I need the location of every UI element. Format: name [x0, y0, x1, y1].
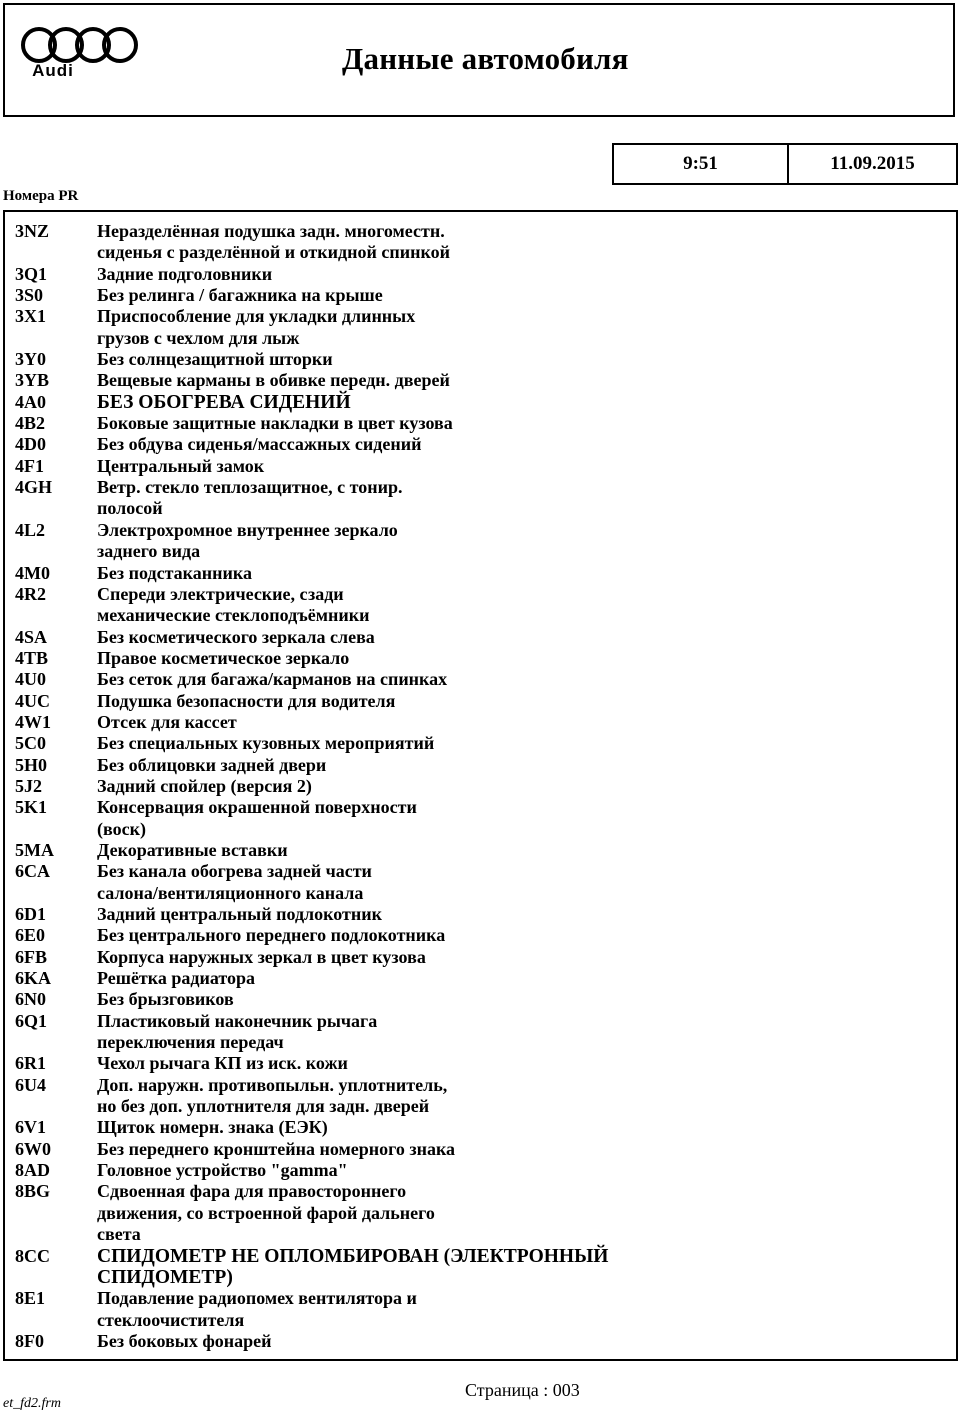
- pr-code: 4A0: [15, 391, 46, 412]
- list-item: [15, 989, 617, 1010]
- pr-code: 4TB: [15, 647, 49, 668]
- pr-description: Боковые защитные накладки в цвет кузова: [97, 413, 453, 434]
- pr-description: Центральный замок: [97, 455, 265, 476]
- pr-description: Без косметического зеркала слева: [97, 626, 375, 647]
- pr-description: Решётка радиатора: [97, 968, 256, 989]
- pr-code: 3YB: [15, 370, 50, 391]
- pr-description: БЕЗ ОБОГРЕВА СИДЕНИЙ: [97, 391, 351, 413]
- pr-code: 4M0: [15, 562, 50, 583]
- list-item: [15, 1075, 617, 1118]
- list-item: [15, 1011, 617, 1054]
- pr-code: 5MA: [15, 839, 54, 860]
- datetime-box: [612, 143, 958, 185]
- list-item: [15, 1139, 617, 1160]
- list-item: [15, 627, 617, 648]
- list-item: [15, 1331, 617, 1352]
- pr-description: Головное устройство "gamma": [97, 1160, 348, 1181]
- pr-code: 4F1: [15, 455, 44, 476]
- pr-description: Без обдува сиденья/массажных сидений: [97, 434, 422, 455]
- list-item: [15, 669, 617, 690]
- list-item: [15, 392, 617, 413]
- pr-description: Задние подголовники: [97, 263, 273, 284]
- pr-code: 6KA: [15, 968, 51, 989]
- pr-description: Задний спойлер (версия 2): [97, 775, 312, 796]
- pr-code: 5H0: [15, 754, 48, 775]
- pr-code: 8AD: [15, 1160, 50, 1181]
- pr-code: 6U4: [15, 1074, 46, 1095]
- list-item: [15, 861, 617, 904]
- pr-code: 3NZ: [15, 221, 50, 241]
- pr-code: 4SA: [15, 626, 48, 647]
- pr-description: Доп. наружн. противопыльн. уплотнитель, но без доп. уплотнителя для задн. дверей: [97, 1074, 448, 1117]
- pr-code: 6CA: [15, 861, 50, 882]
- pr-code: 6D1: [15, 904, 46, 924]
- pr-code: 8CC: [15, 1245, 50, 1266]
- list-item: [15, 712, 617, 733]
- list-item: [15, 221, 617, 264]
- list-item: [15, 264, 617, 285]
- pr-description: Приспособление для укладки длинных грузов с чехлом для лыж: [97, 306, 416, 348]
- pr-description: Без брызговиков: [97, 989, 234, 1010]
- pr-code: 6N0: [15, 989, 46, 1010]
- pr-description: Корпуса наружных зеркал в цвет кузова: [97, 946, 426, 967]
- pr-description: Без центрального переднего подлокотника: [97, 925, 446, 946]
- pr-description: Чехол рычага КП из иск. кожи: [97, 1053, 348, 1074]
- list-item: [15, 349, 617, 370]
- pr-description: Неразделённая подушка задн. многоместн. сиденья с разделённой и откидной спинкой: [97, 221, 450, 263]
- pr-description: Без переднего кронштейна номерного знака: [97, 1138, 456, 1159]
- list-item: [15, 434, 617, 455]
- list-item: [15, 456, 617, 477]
- footer-filename: et_fd2.frm: [3, 1396, 61, 1411]
- pr-code: 4W1: [15, 711, 51, 732]
- pr-description: Задний центральный подлокотник: [97, 904, 383, 924]
- pr-description: Сдвоенная фара для правостороннего движения, со встроенной фарой дальнего света: [97, 1181, 435, 1245]
- pr-code: 5C0: [15, 733, 46, 754]
- pr-description: Без облицовки задней двери: [97, 754, 327, 775]
- list-item: [15, 306, 617, 349]
- list-item: [15, 1053, 617, 1074]
- list-item: [15, 648, 617, 669]
- pr-code: 4B2: [15, 413, 46, 434]
- pr-code: 4R2: [15, 583, 46, 604]
- list-item: [15, 1181, 617, 1245]
- pr-description: СПИДОМЕТР НЕ ОПЛОМБИРОВАН (ЭЛЕКТРОННЫЙ СПИДОМЕТР): [97, 1245, 609, 1288]
- list-item: [15, 477, 617, 520]
- pr-description: Вещевые карманы в обивке передн. дверей: [97, 370, 450, 391]
- list-item: [15, 840, 617, 861]
- pr-code: 6Q1: [15, 1010, 48, 1031]
- pr-description: Правое косметическое зеркало: [97, 647, 350, 668]
- pr-description: Декоративные вставки: [97, 839, 288, 860]
- list-item: [15, 755, 617, 776]
- pr-code: 3Q1: [15, 263, 48, 284]
- list-item: [15, 413, 617, 434]
- pr-code: 6W0: [15, 1138, 51, 1159]
- pr-code: 4UC: [15, 690, 50, 711]
- list-item: [15, 797, 617, 840]
- page-title: Данные автомобиля: [342, 41, 629, 76]
- list-item: [15, 1117, 617, 1138]
- pr-description: Подавление радиопомех вентилятора и стеклоочистителя: [97, 1288, 417, 1330]
- page-number: Страница : 003: [465, 1380, 580, 1400]
- list-item: [15, 691, 617, 712]
- pr-description: Щиток номерн. знака (ЕЭК): [97, 1117, 328, 1138]
- pr-description: Без боковых фонарей: [97, 1330, 272, 1351]
- pr-description: Пластиковый наконечник рычага переключения передач: [97, 1010, 378, 1053]
- list-item: [15, 1288, 617, 1331]
- pr-code: 3X1: [15, 306, 46, 327]
- pr-code: 4GH: [15, 477, 53, 498]
- pr-description: Без солнцезащитной шторки: [97, 349, 333, 370]
- list-item: [15, 1160, 617, 1181]
- pr-description: Без подстаканника: [97, 562, 252, 583]
- pr-description: Ветр. стекло теплозащитное, с тонир. полосой: [97, 477, 403, 519]
- pr-list: [15, 221, 617, 1352]
- pr-code: 4L2: [15, 519, 46, 540]
- pr-code: 8F0: [15, 1330, 44, 1351]
- pr-description: Без специальных кузовных мероприятий: [97, 733, 435, 754]
- pr-code: 5K1: [15, 797, 48, 818]
- pr-code: 6V1: [15, 1117, 46, 1138]
- pr-description: Без сеток для багажа/карманов на спинках: [97, 669, 448, 690]
- pr-description: Без релинга / багажника на крыше: [97, 285, 383, 306]
- pr-code: 8E1: [15, 1288, 46, 1309]
- list-item: [15, 947, 617, 968]
- time-value: 9:51: [614, 145, 789, 183]
- list-item: [15, 285, 617, 306]
- list-item: [15, 968, 617, 989]
- pr-code: 6E0: [15, 925, 46, 946]
- list-item: [15, 1246, 617, 1289]
- audi-rings-icon: [19, 25, 141, 65]
- list-item: [15, 370, 617, 391]
- pr-description: Отсек для кассет: [97, 711, 237, 732]
- list-item: [15, 776, 617, 797]
- list-item: [15, 925, 617, 946]
- pr-list-box: [3, 210, 958, 1361]
- pr-code: 4U0: [15, 669, 46, 690]
- pr-code: 3Y0: [15, 349, 46, 370]
- list-item: [15, 904, 617, 925]
- list-item: [15, 563, 617, 584]
- pr-description: Консервация окрашенной поверхности (воск): [97, 797, 417, 839]
- header-box: [3, 3, 955, 117]
- pr-description: Электрохромное внутреннее зеркало заднего вида: [97, 519, 398, 562]
- pr-code: 3S0: [15, 285, 44, 306]
- audi-logo-text: Audi: [32, 61, 74, 80]
- pr-code: 6FB: [15, 946, 48, 967]
- pr-description: Без канала обогрева задней части салона/вентиляционного канала: [97, 861, 372, 903]
- pr-code: 8BG: [15, 1181, 51, 1202]
- date-value: 11.09.2015: [830, 153, 915, 174]
- pr-code: 6R1: [15, 1053, 46, 1074]
- pr-description: Спереди электрические, сзади механические стеклоподъёмники: [97, 583, 370, 626]
- list-item: [15, 733, 617, 754]
- section-label: Номера PR: [3, 188, 79, 204]
- pr-code: 4D0: [15, 434, 46, 455]
- pr-code: 5J2: [15, 775, 42, 796]
- list-item: [15, 584, 617, 627]
- list-item: [15, 520, 617, 563]
- pr-description: Подушка безопасности для водителя: [97, 690, 396, 711]
